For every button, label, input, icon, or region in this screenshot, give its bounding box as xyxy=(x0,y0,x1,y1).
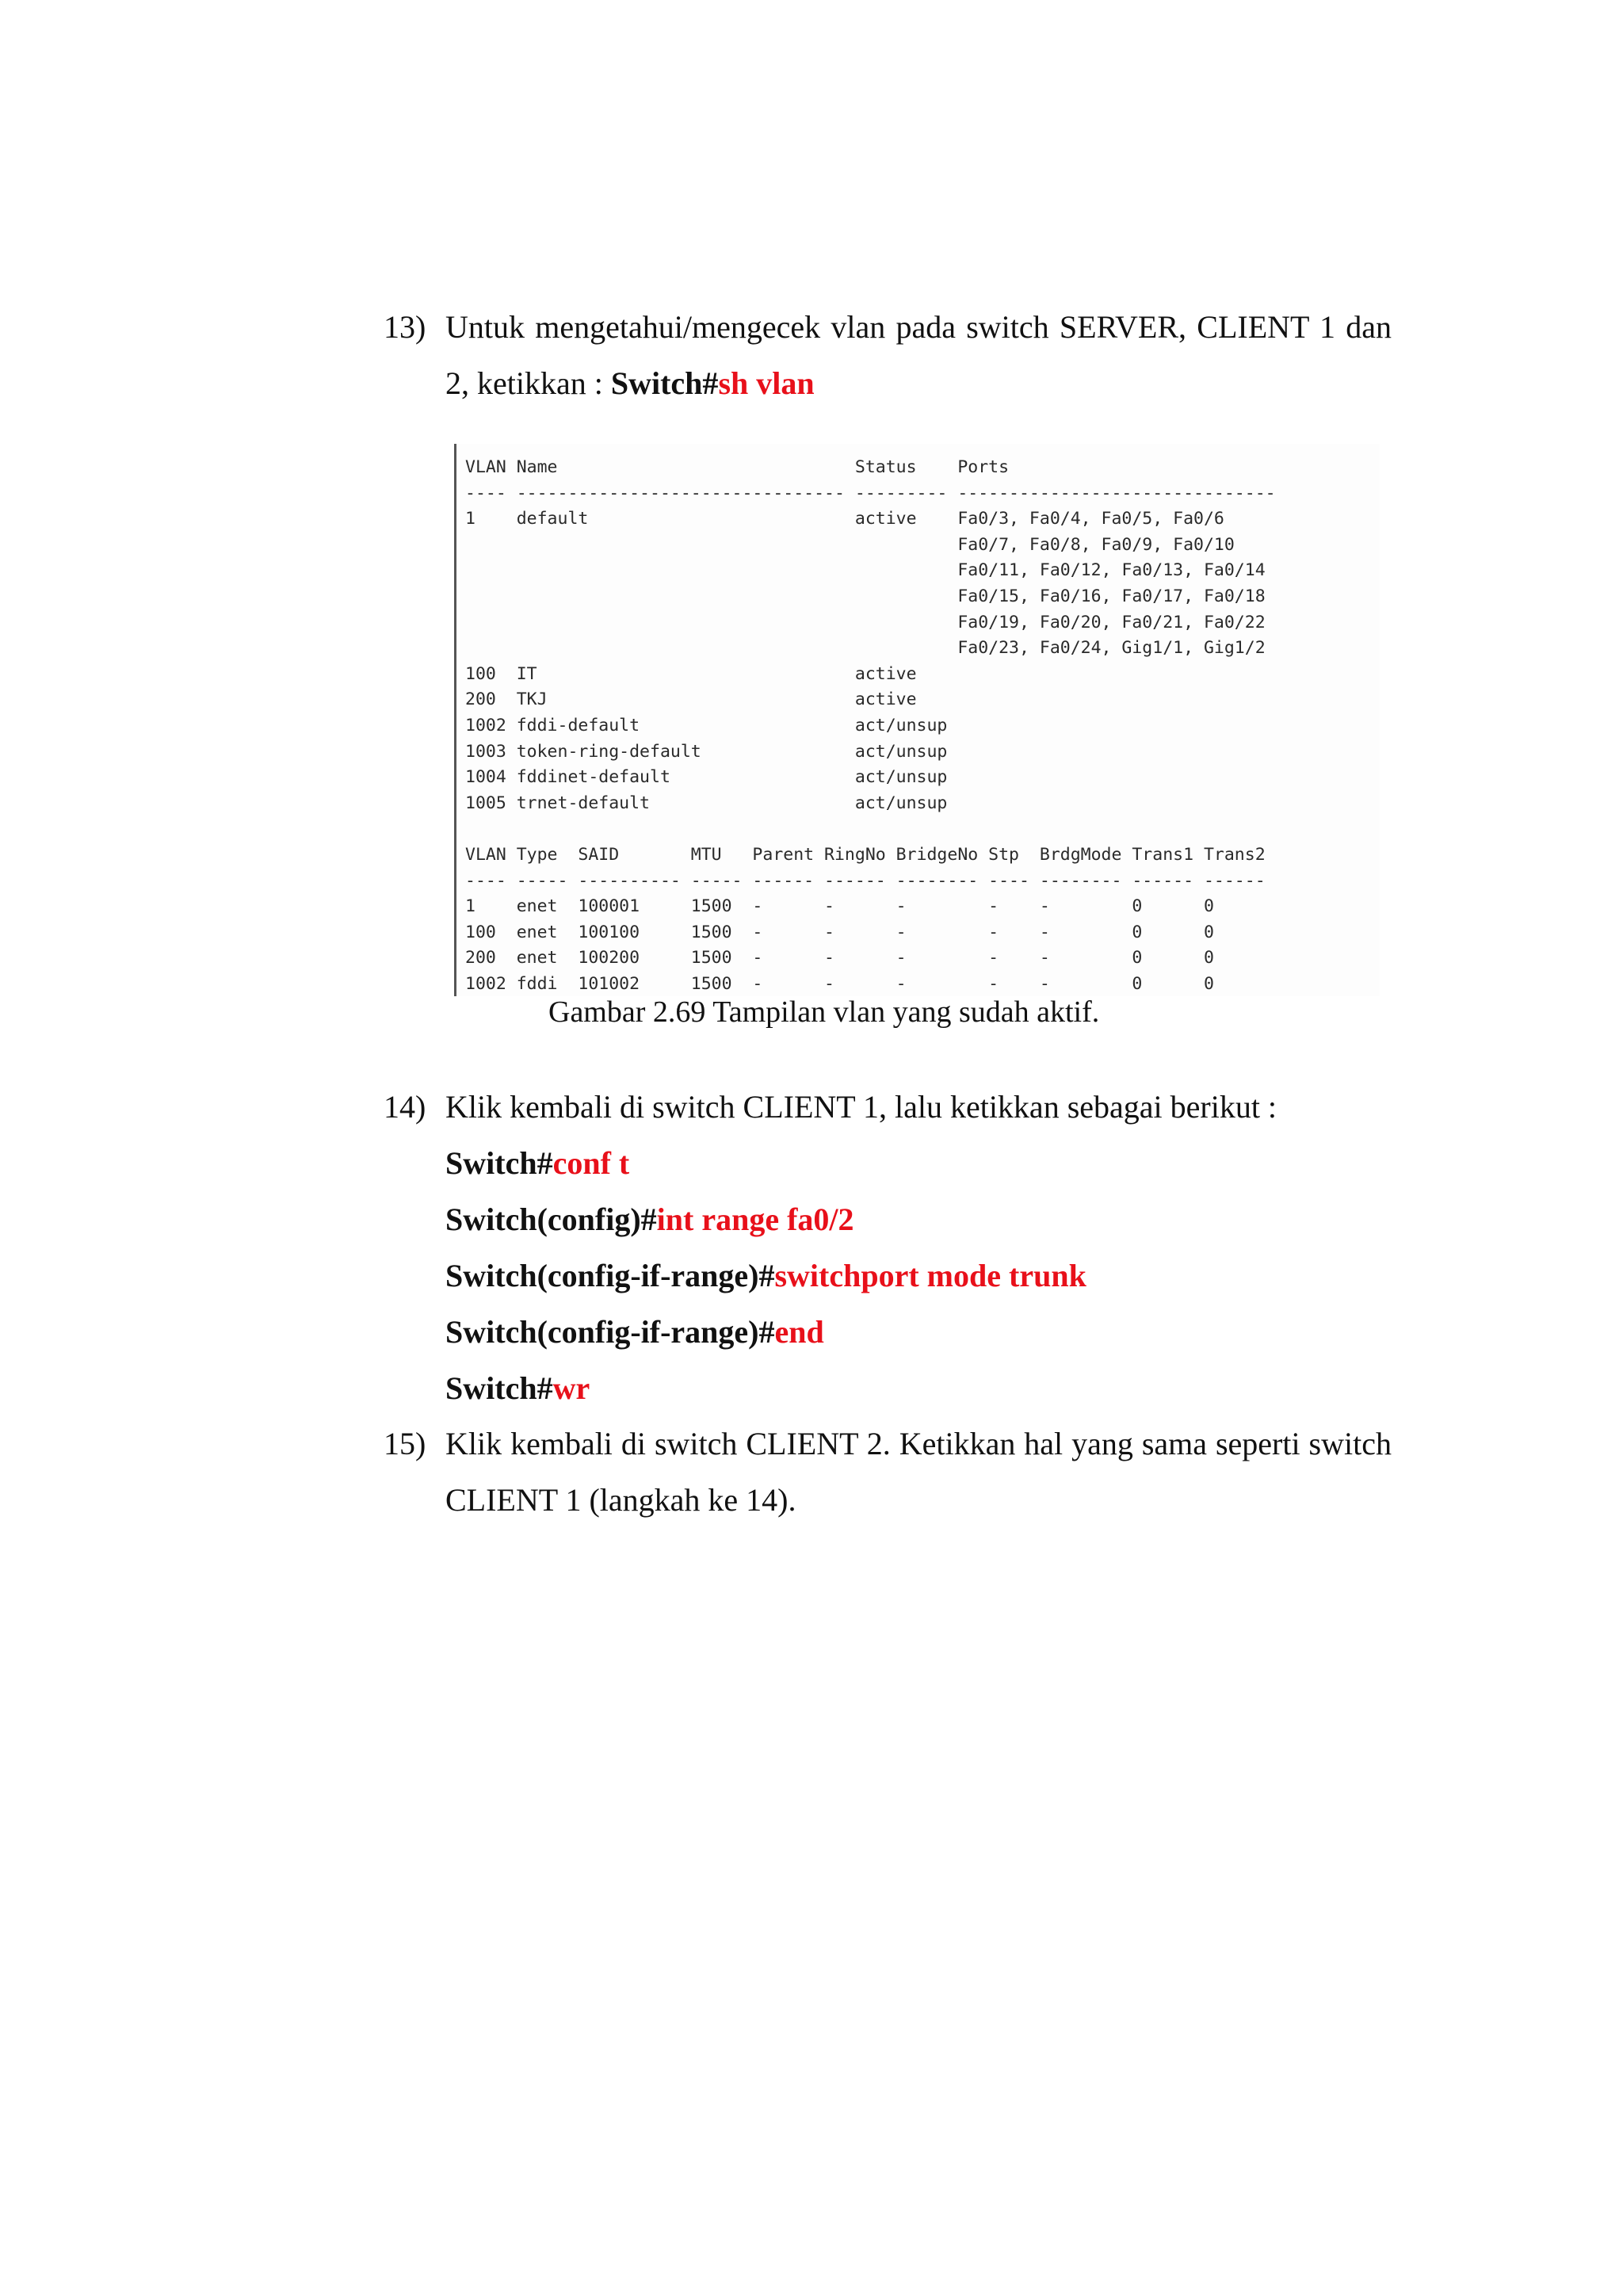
step-14 xyxy=(384,1079,1392,1416)
command-line-4 xyxy=(445,1304,1392,1360)
terminal-line xyxy=(465,816,1276,842)
terminal-output xyxy=(465,455,1276,996)
command-line-2 xyxy=(445,1191,1392,1247)
terminal-line: 1003 token-ring-default act/unsup xyxy=(465,741,948,762)
command-prompt: Switch(config-if-range)# xyxy=(445,1314,775,1350)
command-text: end xyxy=(774,1314,824,1350)
step-15 xyxy=(384,1415,1392,1528)
command-prompt: Switch(config-if-range)# xyxy=(445,1258,775,1293)
terminal-line: Fa0/7, Fa0/8, Fa0/9, Fa0/10 xyxy=(465,534,1235,555)
terminal-line: Fa0/19, Fa0/20, Fa0/21, Fa0/22 xyxy=(465,612,1266,632)
terminal-line: 1004 fddinet-default act/unsup xyxy=(465,767,948,788)
step-13-body xyxy=(445,299,1392,411)
command-line-1 xyxy=(445,1135,1392,1191)
command-prompt: Switch# xyxy=(445,1145,553,1181)
step-13-cmd-prompt: Switch# xyxy=(610,365,719,401)
terminal-line: ---- ----- ---------- ----- ------ ------ -------- ---- -------- ------ ------ xyxy=(465,870,1266,891)
vlan-screenshot xyxy=(454,444,1380,996)
step-15-number: 15) xyxy=(384,1426,426,1461)
step-14-body xyxy=(445,1079,1392,1416)
command-text: switchport mode trunk xyxy=(774,1258,1086,1293)
screenshot-left-border xyxy=(454,444,456,996)
step-13 xyxy=(384,299,1392,411)
step-14-text: Klik kembali di switch CLIENT 1, lalu ketikkan sebagai berikut : xyxy=(445,1089,1277,1125)
terminal-line: 1005 trnet-default act/unsup xyxy=(465,793,948,813)
step-15-text: Klik kembali di switch CLIENT 2. Ketikkan hal yang sama seperti switch CLIENT 1 (langkah ke 14). xyxy=(445,1426,1392,1518)
terminal-line: 100 IT active xyxy=(465,663,917,684)
terminal-line: VLAN Type SAID MTU Parent RingNo BridgeNo Stp BrdgMode Trans1 Trans2 xyxy=(465,844,1266,865)
command-text: int range fa0/2 xyxy=(656,1201,854,1237)
step-14-number: 14) xyxy=(384,1089,426,1125)
terminal-line: 1 enet 100001 1500 - - - - - 0 0 xyxy=(465,896,1214,917)
terminal-line: 200 TKJ active xyxy=(465,690,917,710)
terminal-line: Fa0/23, Fa0/24, Gig1/1, Gig1/2 xyxy=(465,638,1266,659)
terminal-line: 1002 fddi-default act/unsup xyxy=(465,715,948,735)
terminal-line: VLAN Name Status Ports xyxy=(465,457,1010,477)
terminal-line: Fa0/11, Fa0/12, Fa0/13, Fa0/14 xyxy=(465,560,1266,581)
command-line-5 xyxy=(445,1360,1392,1416)
command-text: wr xyxy=(552,1370,590,1406)
step-13-number: 13) xyxy=(384,309,426,345)
terminal-line: 100 enet 100100 1500 - - - - - 0 0 xyxy=(465,922,1214,942)
terminal-line: 1 default active Fa0/3, Fa0/4, Fa0/5, Fa0/6 xyxy=(465,509,1224,529)
command-text: conf t xyxy=(552,1145,630,1181)
command-line-3 xyxy=(445,1247,1392,1304)
terminal-line: ---- -------------------------------- --------- ------------------------------- xyxy=(465,483,1276,503)
command-prompt: Switch# xyxy=(445,1370,553,1406)
figure-caption: Gambar 2.69 Tampilan vlan yang sudah aktif. xyxy=(548,995,1100,1029)
command-prompt: Switch(config)# xyxy=(445,1201,657,1237)
step-13-cmd: sh vlan xyxy=(718,365,815,401)
step-13-text: Untuk mengetahui/mengecek vlan pada switch SERVER, CLIENT 1 dan 2, ketikkan : xyxy=(445,309,1392,401)
terminal-line: 200 enet 100200 1500 - - - - - 0 0 xyxy=(465,948,1214,968)
terminal-line: Fa0/15, Fa0/16, Fa0/17, Fa0/18 xyxy=(465,586,1266,606)
terminal-line: 1002 fddi 101002 1500 - - - - - 0 0 xyxy=(465,973,1214,994)
